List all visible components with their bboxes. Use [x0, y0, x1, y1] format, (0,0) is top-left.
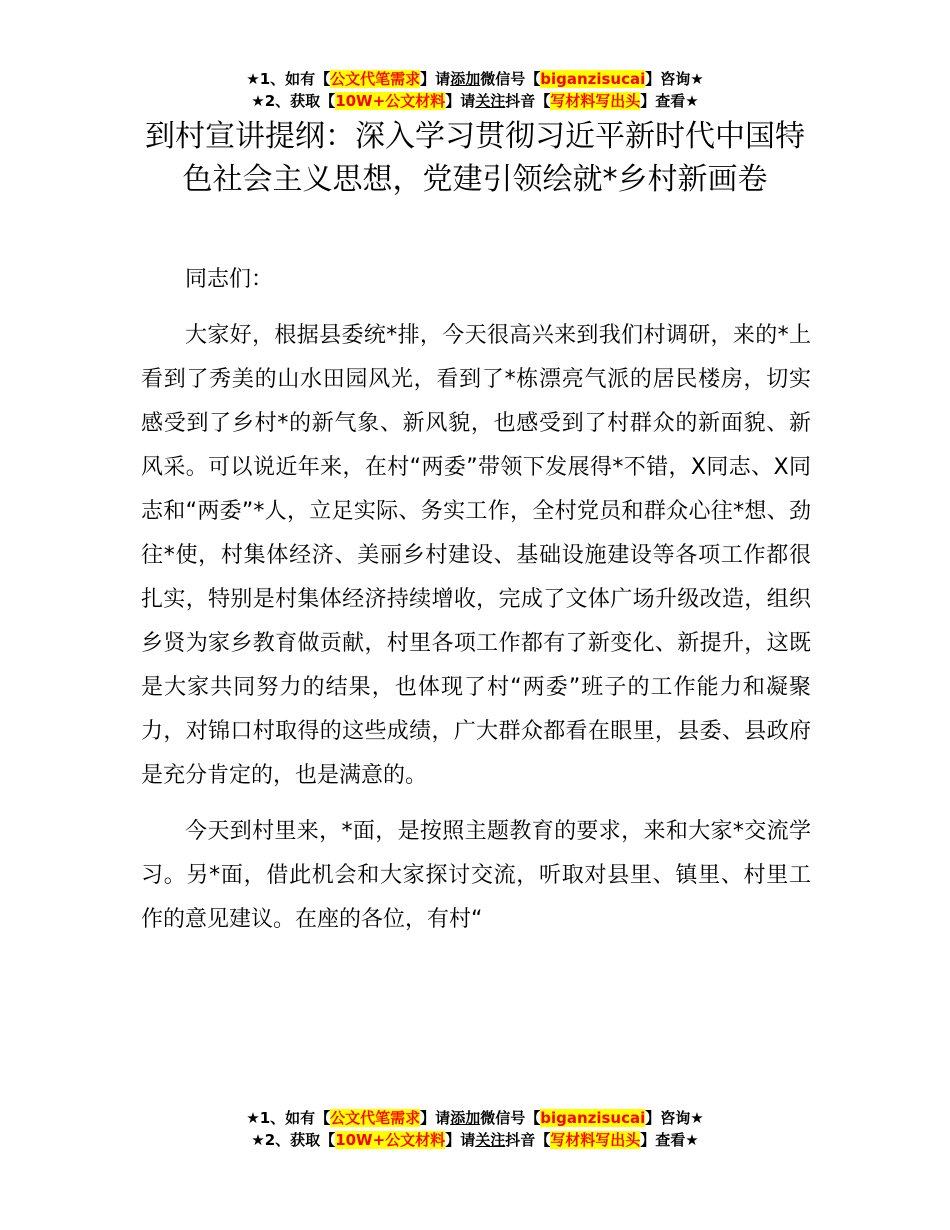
header-banner [0, 68, 950, 112]
highlight-wechat-id: biganzisucai [540, 70, 646, 88]
document-body [141, 258, 811, 954]
highlight-materials: 10W+公文材料 [335, 1131, 446, 1149]
banner-line-2: ★2、获取【10W+公文材料】请关注抖音【写材料写出头】查看★ [251, 1131, 699, 1149]
highlight-service: 公文代笔需求 [330, 70, 421, 88]
highlight-materials: 10W+公文材料 [335, 92, 446, 110]
banner-line-1: ★1、如有【公文代笔需求】请添加微信号【biganzisucai】咨询★ [246, 70, 704, 88]
highlight-douyin: 写材料写出头 [550, 92, 641, 110]
document-title: 到村宣讲提纲：深入学习贯彻习近平新时代中国特色社会主义思想，党建引领绘就*乡村新画卷 [145, 119, 805, 197]
banner-line-1: ★1、如有【公文代笔需求】请添加微信号【biganzisucai】咨询★ [246, 1109, 704, 1127]
banner-line-2: ★2、获取【10W+公文材料】请关注抖音【写材料写出头】查看★ [251, 92, 699, 110]
body-paragraph: 大家好，根据县委统*排，今天很高兴来到我们村调研，来的*上看到了秀美的山水田园风光，看到了*栋漂亮气派的居民楼房，切实感受到了乡村*的新气象、新风貌，也感受到了村群众的新面貌、新风采。可以说近年来，在村“两委”带领下发展得*不错，X同志、X同志和“两委”*人，立足实际、务实工作，全村党员和群众心往*想、劲往*使，村集体经济、美丽乡村建设、基础设施建设等各项工作都很扎实，特别是村集体经济持续增收，完成了文体广场升级改造，组织乡贤为家乡教育做贡献，村里各项工作都有了新变化、新提升，这既是大家共同努力的结果，也体现了村“两委”班子的工作能力和凝聚力，对锦口村取得的这些成绩，广大群众都看在眼里，县委、县政府是充分肯定的，也是满意的。 [141, 323, 811, 788]
highlight-wechat-id: biganzisucai [540, 1109, 646, 1127]
highlight-service: 公文代笔需求 [330, 1109, 421, 1127]
salutation: 同志们： [185, 267, 274, 292]
footer-banner [0, 1107, 950, 1151]
body-paragraph: 今天到村里来，*面，是按照主题教育的要求，来和大家*交流学习。另*面，借此机会和大家探讨交流，听取对县里、镇里、村里工作的意见建议。在座的各位，有村“ [141, 819, 811, 932]
highlight-douyin: 写材料写出头 [550, 1131, 641, 1149]
